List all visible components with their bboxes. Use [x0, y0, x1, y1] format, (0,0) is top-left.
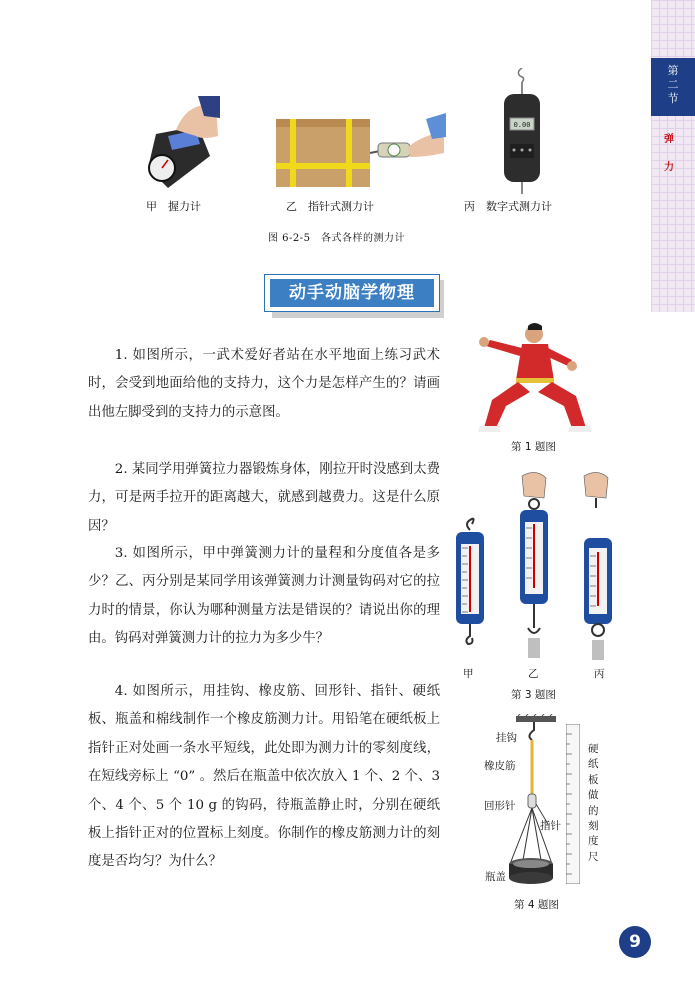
- section-tab: [651, 58, 695, 116]
- scale-b-label: 乙: [528, 668, 539, 680]
- digital-display: 0.00: [513, 121, 531, 129]
- figure-3-caption: 第 3 题图: [511, 689, 556, 701]
- topic-char: 弹: [664, 134, 674, 145]
- topic-tab: [660, 126, 678, 182]
- ruler-label-char: 的: [588, 804, 599, 817]
- section-banner: 动手动脑学物理: [270, 279, 434, 307]
- topic-char: 力: [664, 162, 674, 173]
- ruler-label-char: 硬: [588, 743, 599, 755]
- figure-4-caption: 第 4 题图: [514, 899, 559, 911]
- grip-dynamometer-illustration: [138, 96, 220, 196]
- section-char: 节: [667, 92, 679, 105]
- label-paper-clip: 回形针: [484, 800, 516, 812]
- pointer-force-meter-illustration: [276, 113, 446, 187]
- martial-artist-illustration: [472, 322, 596, 434]
- label-pointer: 指针: [540, 820, 561, 832]
- scale-a: [456, 519, 484, 644]
- question-3: [88, 540, 440, 654]
- question-2-text: 2. 某同学用弹簧拉力器锻炼身体，刚拉开时没感到太费力，可是两手拉开的距离越大，就感到越费力。这是什么原因？: [88, 462, 440, 534]
- label-hook: 挂钩: [496, 732, 517, 744]
- question-2: [88, 456, 440, 541]
- figure-title: 图 6-2-5 各式各样的测力计: [268, 233, 406, 244]
- question-4-text: 4. 如图所示，用挂钩、橡皮筋、回形针、指针、硬纸板、瓶盖和棉线制作一个橡皮筋测力计。用铅笔在硬纸板上指针正对处画一条水平短线，此处即为测力计的零刻度线，在短线旁标上 “0” 。然后在瓶盖中依次放入 1 个、2 个、3 个、4 个、5 个 10 g 的钩码，待瓶盖静止时，分别在硬纸板上指针正对的位置标上刻度。你制作的橡皮筋测力计的刻度是否均匀？为什么？: [88, 684, 440, 870]
- figure-1-caption: 第 1 题图: [511, 441, 556, 453]
- ruler-label-char: 度: [588, 835, 599, 848]
- scale-a-label: 甲: [463, 668, 474, 680]
- caption-digital-meter: 丙 数字式测力计: [464, 200, 552, 213]
- digital-force-meter-illustration: [500, 68, 544, 196]
- caption-grip-meter: 甲 握力计: [146, 200, 201, 213]
- caption-pointer-meter: 乙 指针式测力计: [286, 200, 374, 213]
- section-char: 二: [667, 78, 679, 91]
- ruler-label-char: 纸: [588, 758, 599, 771]
- question-1-text: 1. 如图所示，一武术爱好者站在水平地面上练习武术时，会受到地面给他的支持力，这个力是怎样产生的？请画出他左脚受到的支持力的示意图。: [88, 348, 440, 420]
- label-rubber-band: 橡皮筋: [484, 760, 516, 772]
- scale-c-label: 丙: [594, 668, 605, 680]
- label-bottle-cap: 瓶盖: [485, 871, 506, 883]
- question-1: [88, 342, 440, 427]
- ruler-illustration: [566, 724, 580, 884]
- ruler-label-char: 尺: [588, 850, 599, 863]
- ruler-label: [588, 742, 600, 865]
- ruler-label-char: 板: [588, 773, 599, 786]
- page-number: 9: [619, 926, 651, 958]
- scale-b: [520, 472, 548, 658]
- spring-scales-illustration: [448, 468, 624, 668]
- ruler-label-char: 刻: [588, 820, 599, 833]
- question-3-text: 3. 如图所示，甲中弹簧测力计的量程和分度值各是多少？乙、丙分别是某同学用该弹簧测力计测量钩码对它的拉力时的情景，你认为哪种测量方法是错误的？请说出你的理由。钩码对弹簧测力计的拉力为多少牛？: [88, 546, 440, 647]
- section-char: 第: [667, 64, 679, 77]
- scale-c: [584, 472, 612, 660]
- ruler-label-char: 做: [588, 789, 599, 802]
- question-4: [88, 678, 440, 877]
